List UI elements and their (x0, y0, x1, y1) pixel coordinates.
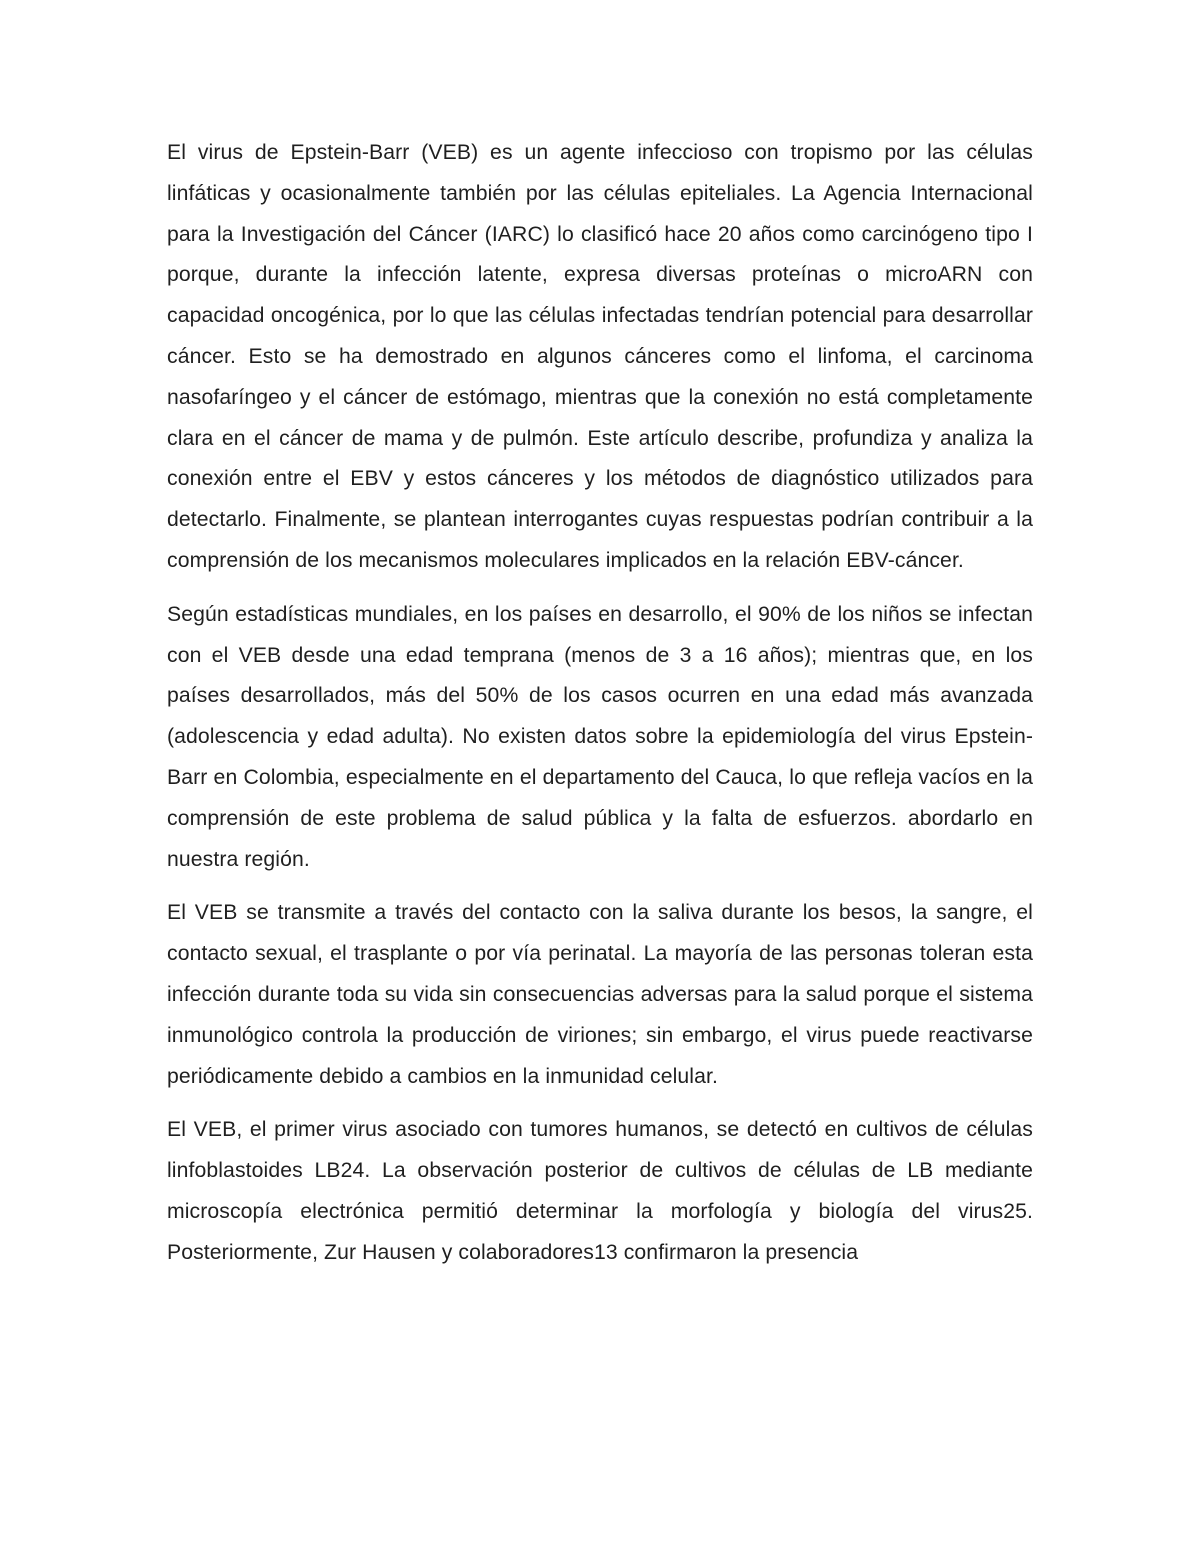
paragraph-2: Según estadísticas mundiales, en los países en desarrollo, el 90% de los niños se infectan con el VEB desde una edad temprana (menos de 3 a 16 años); mientras que, en los países desarrollados, más del 50% de los casos ocurren en una edad más avanzada (adolescencia y edad adulta). No existen datos sobre la epidemiología del virus Epstein-Barr en Colombia, especialmente en el departamento del Cauca, lo que refleja vacíos en la comprensión de este problema de salud pública y la falta de esfuerzos. abordarlo en nuestra región. (167, 602, 1033, 871)
paragraph-4: El VEB, el primer virus asociado con tumores humanos, se detectó en cultivos de células linfoblastoides LB24. La observación posterior de cultivos de células de LB mediante microscopía electrónica permitió determinar la morfología y biología del virus25. Posteriormente, Zur Hausen y colaboradores13 confirmaron la presencia (167, 1118, 1033, 1264)
document-body (167, 133, 1033, 1287)
paragraph-1: El virus de Epstein-Barr (VEB) es un agente infeccioso con tropismo por las células linfáticas y ocasionalmente también por las células epiteliales. La Agencia Internacional para la Investigación del Cáncer (IARC) lo clasificó hace 20 años como carcinógeno tipo I porque, durante la infección latente, expresa diversas proteínas o microARN con capacidad oncogénica, por lo que las células infectadas tendrían potencial para desarrollar cáncer. Esto se ha demostrado en algunos cánceres como el linfoma, el carcinoma nasofaríngeo y el cáncer de estómago, mientras que la conexión no está completamente clara en el cáncer de mama y de pulmón. Este artículo describe, profundiza y analiza la conexión entre el EBV y estos cánceres y los métodos de diagnóstico utilizados para detectarlo. Finalmente, se plantean interrogantes cuyas respuestas podrían contribuir a la comprensión de los mecanismos moleculares implicados en la relación EBV-cáncer. (167, 141, 1033, 572)
paragraph-3: El VEB se transmite a través del contacto con la saliva durante los besos, la sangre, el contacto sexual, el trasplante o por vía perinatal. La mayoría de las personas toleran esta infección durante toda su vida sin consecuencias adversas para la salud porque el sistema inmunológico controla la producción de viriones; sin embargo, el virus puede reactivarse periódicamente debido a cambios en la inmunidad celular. (167, 901, 1033, 1088)
